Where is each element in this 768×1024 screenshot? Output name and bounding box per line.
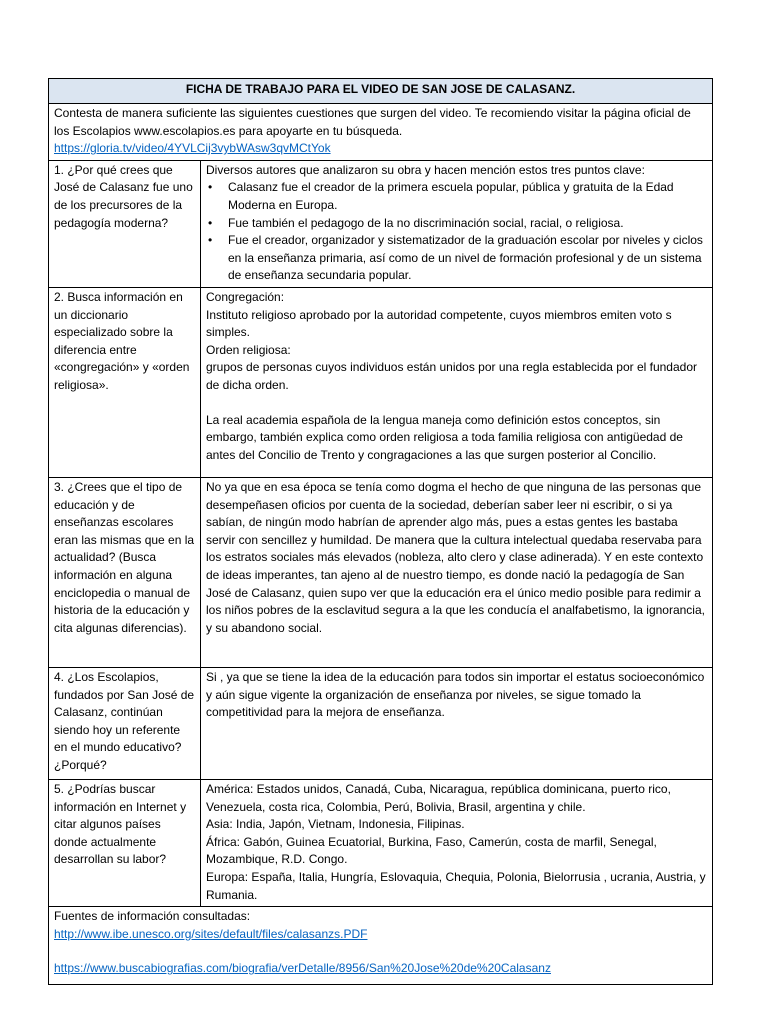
question-1: 1. ¿Por qué crees que José de Calasanz fue uno de los precursores de la pedagogía moderna? <box>49 160 201 287</box>
region-asia: Asia: India, Japón, Vietnam, Indonesia, Filipinas. <box>206 817 465 832</box>
question-5: 5. ¿Podrías buscar información en Internet y citar algunos países donde actualmente desarrollan su labor? <box>49 779 201 906</box>
question-row-1 <box>49 160 713 287</box>
intro-text: Contesta de manera suficiente las siguientes cuestiones que surgen del video. Te recomiendo visitar la página oficial de los Escolapios www.escolapios.es para apoyarte en tu búsqueda. <box>54 106 691 138</box>
region-america: América: Estados unidos, Canadá, Cuba, Nicaragua, república dominicana, puerto rico, Venezuela, costa rica, Colombia, Perú, Bolivia, Brasil, argentina y chile. <box>206 781 671 814</box>
answer-1-intro: Diversos autores que analizaron su obra y hacen mención estos tres puntos clave: <box>206 162 645 177</box>
sources-row <box>49 907 713 985</box>
question-row-5 <box>49 779 713 906</box>
question-3: 3. ¿Crees que el tipo de educación y de enseñanzas escolares eran las mismas que en la actualidad? (Busca información en alguna enciclopedia o manual de historia de la educación y cita algunas diferencias). <box>49 477 201 667</box>
worksheet <box>48 78 712 985</box>
intro-cell <box>49 104 713 161</box>
worksheet-table <box>48 78 713 985</box>
source-link-unesco[interactable]: http://www.ibe.unesco.org/sites/default/files/calasanzs.PDF <box>54 926 368 941</box>
worksheet-title: FICHA DE TRABAJO PARA EL VIDEO DE SAN JOSE DE CALASANZ. <box>49 79 713 104</box>
answer-3: No ya que en esa época se tenía como dogma el hecho de que ninguna de las personas que desempeñasen oficios por cuenta de la sociedad, deberían saber leer ni escribir, o si ya sabían, de ningún modo habrían de aprender algo más, pues a estas gentes les bastaba servir con sencillez y humildad. De manera que la cultura intelectual quedaba reservaba para los estratos sociales más elevados (nobleza, alto clero y clase adinerada). Y en este contexto de ideas imperantes, tan ajeno al de nuestro tiempo, es donde nació la pedagogía de San José de Calasanz, quien supo ver que la educación era el único medio posible para redimir a los niños pobres de la esclavitud segura a la que les conducía el analfabetismo, la ignorancia, y su abandono social. <box>201 477 713 667</box>
bullet-item: • Fue también el pedagogo de la no discriminación social, racial, o religiosa. <box>228 215 707 233</box>
answer-2-spacer <box>206 395 707 412</box>
source-link-buscabiografias[interactable]: https://www.buscabiografias.com/biografia/verDetalle/8956/San%20Jose%20de%20Calasanz <box>54 961 551 976</box>
answer-2-line: Congregación: <box>206 289 285 304</box>
region-africa: África: Gabón, Guinea Ecuatorial, Burkina, Faso, Camerún, costa de marfil, Senegal, Mozambique, R.D. Congo. <box>206 834 657 867</box>
title-row <box>49 79 713 104</box>
answer-2 <box>201 287 713 477</box>
answer-2-line: La real academia española de la lengua maneja como definición estos conceptos, sin embargo, también explica como orden religiosa a toda familia religiosa con antigüedad de antes del Concilio de Trento y congragaciones a las que surgen posterior al Concilio. <box>206 412 683 462</box>
sources-spacer <box>54 943 707 960</box>
intro-row <box>49 104 713 161</box>
answer-2-line: Instituto religioso aprobado por la autoridad competente, cuyos miembros emiten voto s simples. <box>206 307 672 340</box>
region-europa: Europa: España, Italia, Hungría, Eslovaquia, Chequia, Polonia, Bielorrusia , ucrania, Austria, y Rumania. <box>206 869 706 902</box>
bullet-item: • Calasanz fue el creador de la primera escuela popular, pública y gratuita de la Edad Moderna en Europa. <box>228 179 707 214</box>
question-4: 4. ¿Los Escolapios, fundados por San José de Calasanz, continúan siendo hoy un referente en el mundo educativo? ¿Porqué? <box>49 667 201 779</box>
answer-2-line: Orden religiosa: <box>206 342 291 357</box>
bullet-item: • Fue el creador, organizador y sistematizador de la graduación escolar por niveles y ciclos en la enseñanza primaria, así como de un nivel de formación profesional y de un sistema de enseñanza secundaria popular. <box>228 232 707 285</box>
answer-1 <box>201 160 713 287</box>
question-2: 2. Busca información en un diccionario especializado sobre la diferencia entre «congregación» y «orden religiosa». <box>49 287 201 477</box>
question-row-4 <box>49 667 713 779</box>
sources-label: Fuentes de información consultadas: <box>54 909 251 924</box>
answer-5 <box>201 779 713 906</box>
answer-4: Si , ya que se tiene la idea de la educación para todos sin importar el estatus socioeconómico y aún sigue vigente la organización de enseñanza por niveles, se sigue tomado la competitividad para la mejora de enseñanza. <box>201 667 713 779</box>
answer-2-line: grupos de personas cuyos individuos están unidos por una regla establecida por el fundador de dicha orden. <box>206 360 697 392</box>
video-link[interactable]: https://gloria.tv/video/4YVLCij3vybWAsw3qvMCtYok <box>54 141 331 156</box>
answer-1-bullets <box>206 179 707 285</box>
sources-cell <box>49 907 713 985</box>
question-row-3 <box>49 477 713 667</box>
question-row-2 <box>49 287 713 477</box>
